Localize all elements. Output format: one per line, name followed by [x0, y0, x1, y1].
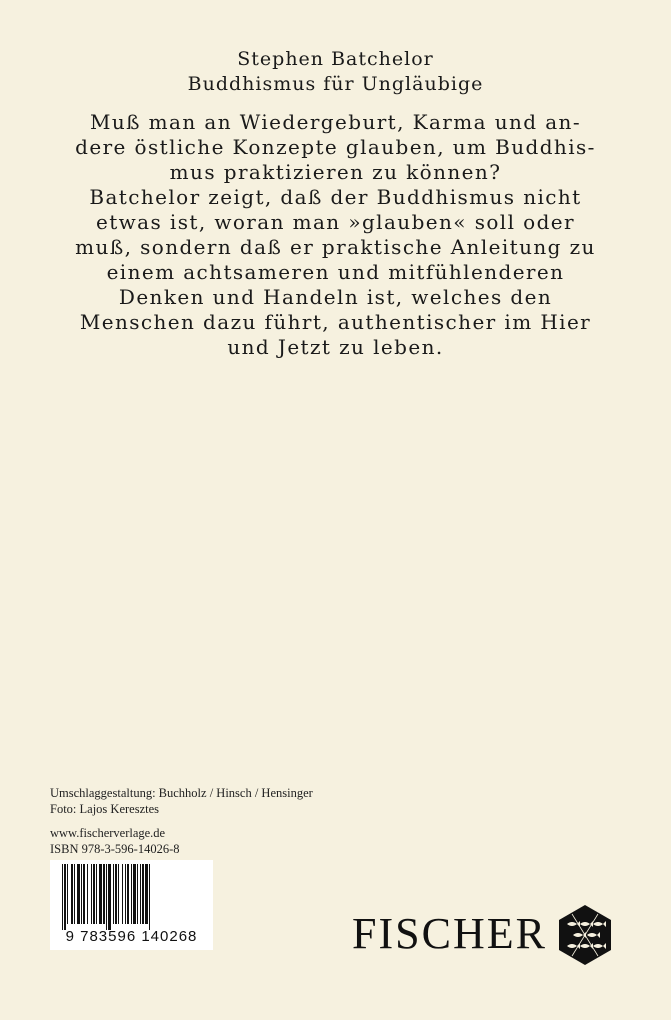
blurb-text — [40, 110, 631, 360]
photo-credit: Foto: Lajos Keresztes — [50, 802, 160, 816]
author-name: Stephen Batchelor — [237, 48, 434, 70]
blurb-line: dere östliche Konzepte glauben, um Buddhis- — [75, 135, 596, 159]
blurb-line: etwas ist, woran man »glauben« soll oder — [95, 210, 575, 234]
fish-hexagon-logo-icon — [554, 904, 616, 966]
blurb-line: Menschen dazu führt, authentischer im Hier — [79, 310, 592, 334]
publisher-name: FISCHER — [352, 909, 547, 958]
blurb-line: mus praktizieren zu können? — [169, 160, 502, 184]
book-title: Buddhismus für Ungläubige — [187, 73, 484, 95]
isbn-number: ISBN 978-3-596-14026-8 — [50, 842, 180, 856]
cover-design-credit: Umschlaggestaltung: Buchholz / Hinsch / Hensinger — [50, 786, 313, 800]
book-header — [0, 47, 671, 97]
barcode-digits: 9 783596 140268 — [65, 928, 198, 945]
blurb-line: einem achtsameren und mitfühlenderen — [106, 260, 565, 284]
publisher-website: www.fischerverlage.de — [50, 826, 166, 840]
blurb-line: Muß man an Wiedergeburt, Karma und an- — [90, 110, 581, 134]
barcode-bars — [50, 860, 213, 930]
blurb-line: Batchelor zeigt, daß der Buddhismus nicht — [89, 185, 582, 209]
blurb-line: Denken und Handeln ist, welches den — [118, 285, 553, 309]
barcode — [50, 860, 213, 950]
imprint-block — [50, 785, 313, 857]
blurb-line: muß, sondern daß er praktische Anleitung zu — [75, 235, 596, 259]
blurb-line: und Jetzt zu leben. — [227, 335, 444, 359]
